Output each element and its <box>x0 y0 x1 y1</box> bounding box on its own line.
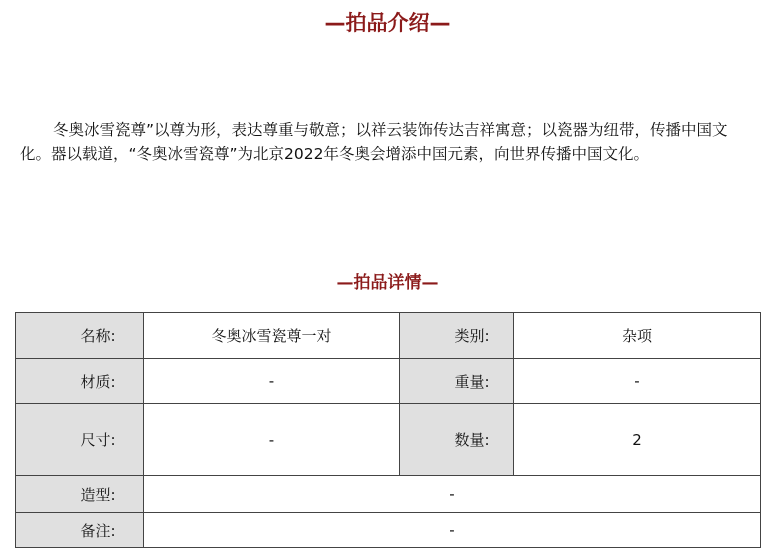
quantity-value: 2 <box>514 404 761 476</box>
quantity-label-cell <box>400 404 514 476</box>
table-row <box>16 476 761 513</box>
weight-label-cell <box>400 359 514 404</box>
table-row <box>16 513 761 548</box>
name-value: 冬奥冰雪瓷尊一对 <box>144 313 400 359</box>
table-row <box>16 404 761 476</box>
category-label-cell <box>400 313 514 359</box>
material-label: 材质: <box>80 372 116 391</box>
material-label-cell <box>16 359 144 404</box>
lot-intro-title: —拍品介绍— <box>324 11 451 35</box>
size-label: 尺寸: <box>80 431 116 449</box>
size-value: - <box>144 404 400 476</box>
notes-label: 备注: <box>80 521 116 540</box>
quantity-label: 数量: <box>454 431 490 449</box>
name-label: 名称: <box>80 327 116 345</box>
shape-value: - <box>144 476 761 513</box>
weight-value: - <box>514 359 761 404</box>
notes-value: - <box>144 513 761 548</box>
size-label-cell <box>16 404 144 476</box>
table-row <box>16 313 761 359</box>
notes-label-cell <box>16 513 144 548</box>
weight-label: 重量: <box>454 372 490 391</box>
material-value: - <box>144 359 400 404</box>
shape-label: 造型: <box>80 485 116 504</box>
lot-details-table <box>15 312 761 548</box>
category-label: 类别: <box>454 327 490 345</box>
shape-label-cell <box>16 476 144 513</box>
lot-intro-text: 冬奥冰雪瓷尊”以尊为形，表达尊重与敬意；以祥云装饰传达吉祥寓意；以瓷器为纽带，传播中国文化。器以载道，“冬奥冰雪瓷尊”为北京2022年冬奥会增添中国元素，向世界传播中国文化。 <box>20 121 728 163</box>
lot-details-title: —拍品详情— <box>336 273 439 293</box>
table-row <box>16 359 761 404</box>
name-label-cell <box>16 313 144 359</box>
category-value: 杂项 <box>514 313 761 359</box>
